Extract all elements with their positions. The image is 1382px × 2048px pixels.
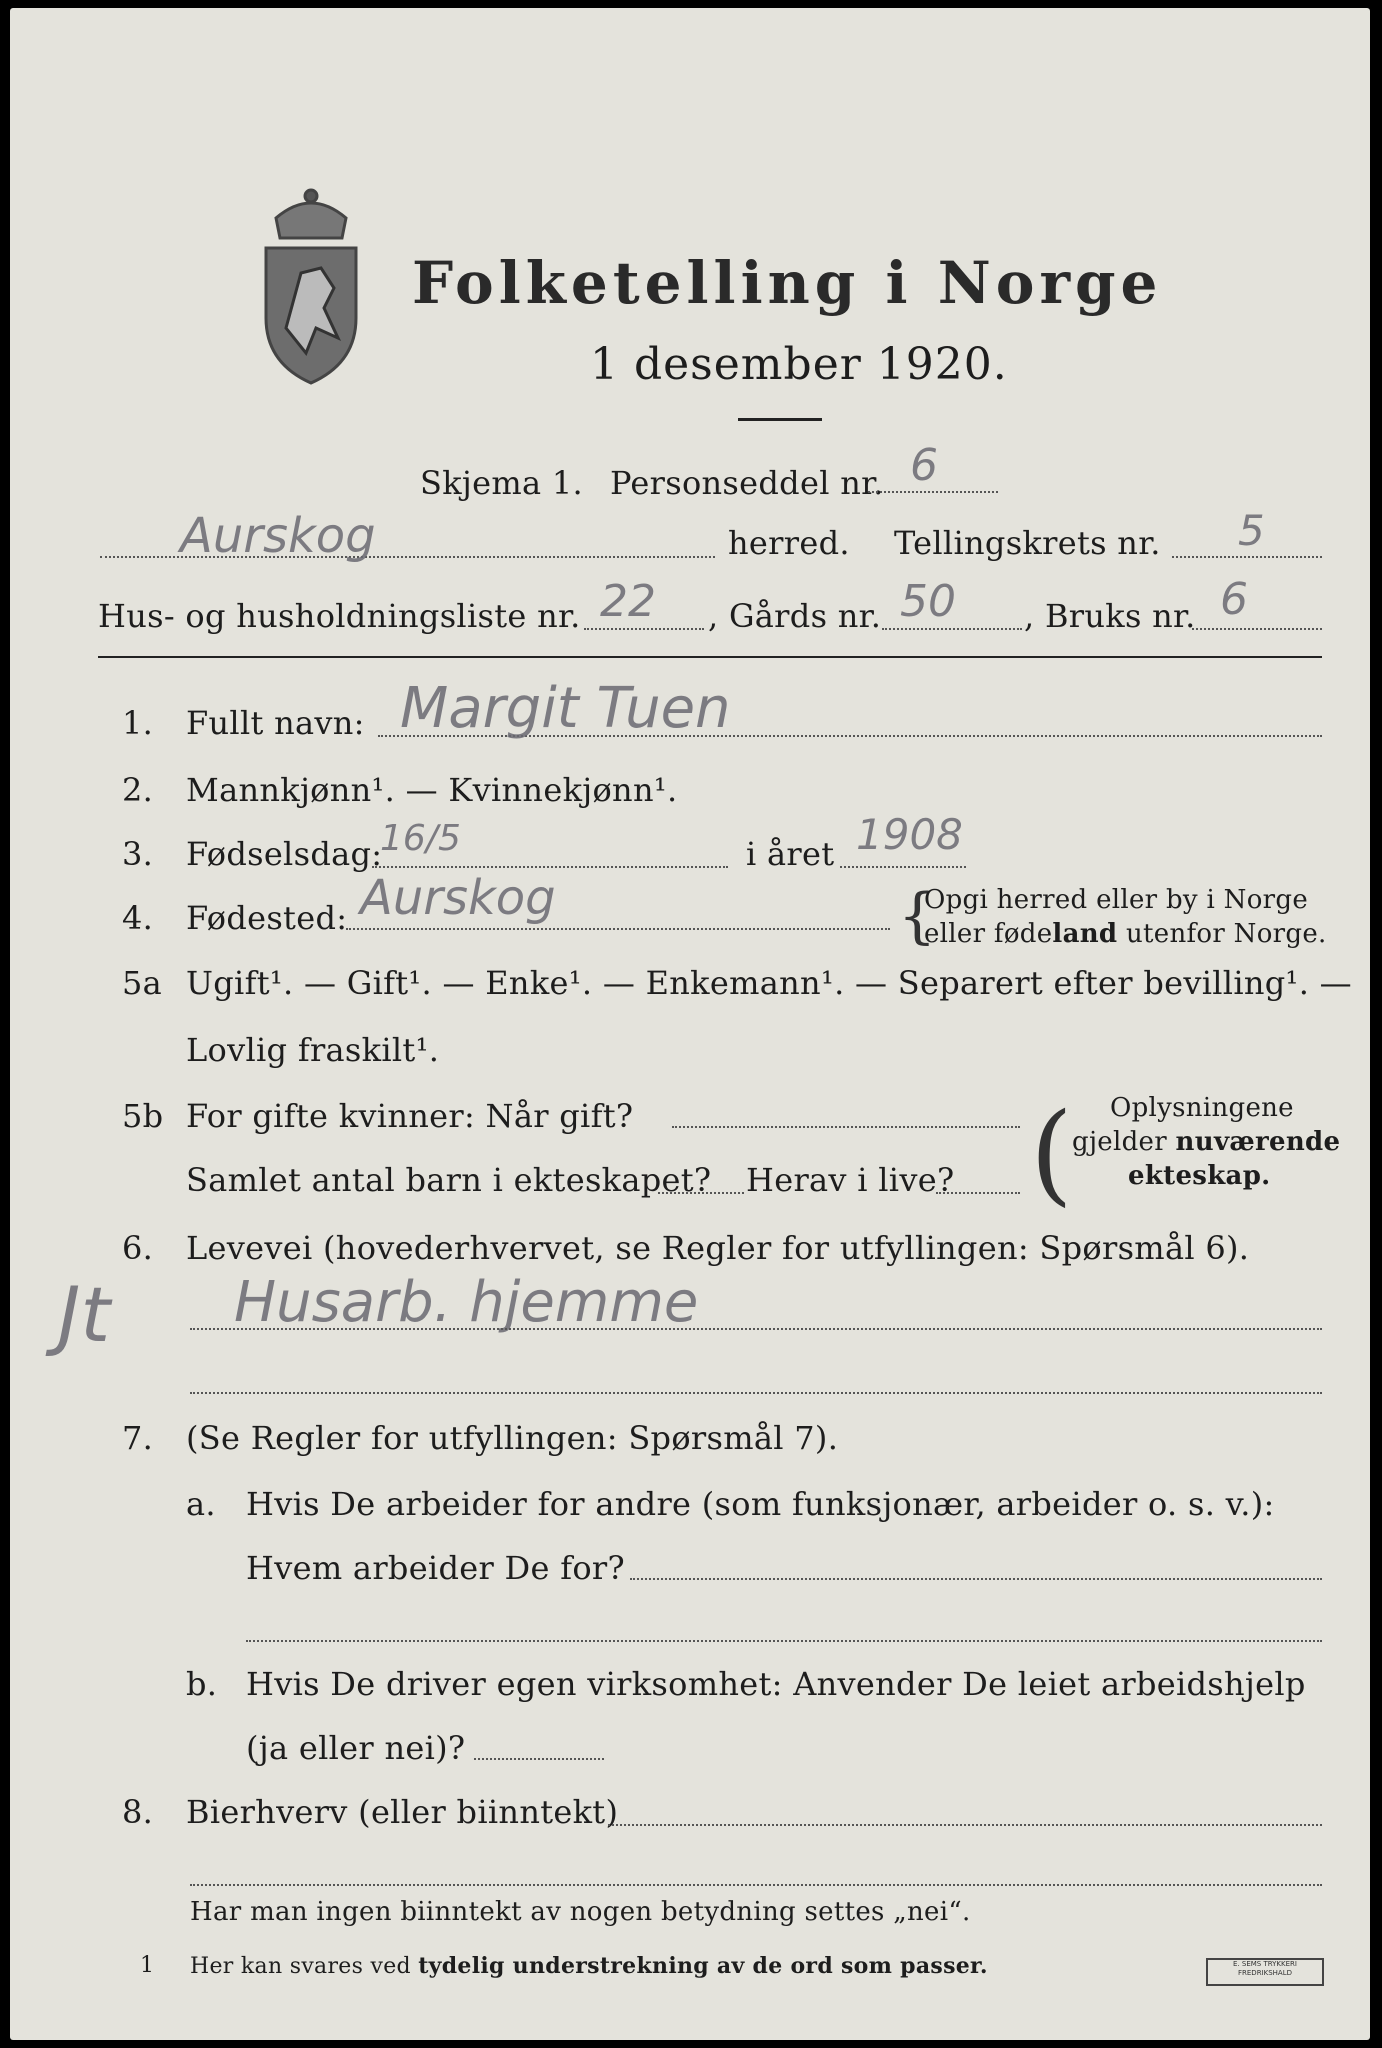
birthday-value: 16/5	[380, 818, 461, 859]
children-total-label: Samlet antal barn i ekteskapet?	[186, 1161, 712, 1199]
marital-status-options-cont[interactable]: Lovlig fraskilt¹.	[186, 1031, 440, 1069]
printer-stamp-line1: E. SEMS TRYKKERI	[1233, 1960, 1297, 1968]
marriage-note-line1: Oplysningene	[1110, 1093, 1294, 1123]
birthplace-note-brace: {	[898, 881, 937, 951]
tellingskrets-value: 5	[1238, 506, 1265, 555]
marriage-note-line2: gjelder nuværende	[1072, 1127, 1341, 1157]
employer-field-1[interactable]	[630, 1578, 1322, 1580]
q1-number: 1.	[122, 704, 154, 742]
personseddel-field[interactable]	[868, 491, 998, 493]
employer-field-2[interactable]	[246, 1640, 1322, 1642]
gards-field[interactable]	[882, 628, 1022, 630]
marital-status-options[interactable]: Ugift¹. — Gift¹. — Enke¹. — Enkemann¹. — Separert efter bevilling¹. —	[186, 964, 1352, 1002]
occupation-margin-mark: Jt	[58, 1270, 111, 1359]
gards-label: , Gårds nr.	[708, 597, 882, 635]
husholdningsliste-label: Hus- og husholdningsliste nr.	[98, 597, 581, 635]
occupation-field-1[interactable]	[190, 1328, 1322, 1330]
side-income-field-1[interactable]	[608, 1824, 1322, 1826]
husholdningsliste-value: 22	[600, 576, 656, 627]
birth-year-label: i året	[746, 835, 835, 873]
full-name-value: Margit Tuen	[400, 676, 731, 741]
bruks-value: 6	[1220, 574, 1248, 625]
skjema-label: Skjema 1.	[420, 464, 583, 502]
gards-value: 50	[900, 576, 956, 627]
herred-value: Aurskog	[180, 508, 376, 564]
header-divider	[98, 656, 1322, 658]
census-form-page	[10, 8, 1370, 2040]
q7a-line1: Hvis De arbeider for andre (som funksjonær, arbeider o. s. v.):	[246, 1485, 1275, 1523]
children-alive-label: Herav i live?	[746, 1161, 955, 1199]
q7a-line2: Hvem arbeider De for?	[246, 1549, 625, 1587]
birthplace-note-line1: Opgi herred eller by i Norge	[924, 885, 1309, 915]
printer-stamp	[1206, 1958, 1324, 1986]
personseddel-label: Personseddel nr.	[610, 464, 884, 502]
q7-number: 7.	[122, 1419, 154, 1457]
children-alive-field[interactable]	[936, 1192, 1020, 1194]
q5b-number: 5b	[122, 1097, 164, 1135]
occupation-field-2[interactable]	[190, 1392, 1322, 1394]
q7b-line2: (ja eller nei)?	[246, 1729, 466, 1767]
marriage-note-brace: (	[1030, 1089, 1073, 1217]
bruks-label: , Bruks nr.	[1024, 597, 1196, 635]
personseddel-value: 6	[910, 440, 938, 491]
q4-number: 4.	[122, 899, 154, 937]
q3-number: 3.	[122, 835, 154, 873]
birth-year-value: 1908	[856, 810, 963, 859]
marriage-note-line3: ekteskap.	[1128, 1161, 1271, 1191]
birth-year-field[interactable]	[840, 866, 966, 868]
bruks-field[interactable]	[1192, 628, 1322, 630]
birthday-field[interactable]	[372, 866, 728, 868]
q8-number: 8.	[122, 1793, 154, 1831]
birthplace-note-line2: eller fødeland utenfor Norge.	[924, 919, 1327, 949]
footnote-mark: 1	[140, 1953, 155, 1978]
married-when-label: For gifte kvinner: Når gift?	[186, 1097, 634, 1135]
tellingskrets-label: Tellingskrets nr.	[894, 524, 1161, 562]
q7-label: (Se Regler for utfyllingen: Spørsmål 7).	[186, 1419, 839, 1457]
q7b-letter: b.	[186, 1665, 218, 1703]
children-total-field[interactable]	[658, 1192, 744, 1194]
occupation-label: Levevei (hovederhvervet, se Regler for utfyllingen: Spørsmål 6).	[186, 1229, 1250, 1267]
q6-number: 6.	[122, 1229, 154, 1267]
norway-coat-of-arms-icon	[246, 178, 376, 388]
birthplace-field[interactable]	[346, 928, 890, 930]
hired-help-field[interactable]	[474, 1758, 604, 1760]
side-income-label: Bierhverv (eller biinntekt)	[186, 1793, 619, 1831]
form-title: Folketelling i Norge	[412, 249, 1163, 317]
herred-label: herred.	[728, 524, 850, 562]
q7b-line1: Hvis De driver egen virksomhet: Anvender De leiet arbeidshjelp	[246, 1665, 1306, 1703]
q1-label: Fullt navn:	[186, 704, 365, 742]
side-income-note: Har man ingen biinntekt av nogen betydning settes „nei“.	[190, 1897, 971, 1927]
q2-number: 2.	[122, 771, 154, 809]
birthplace-value: Aurskog	[360, 870, 556, 926]
gender-options[interactable]: Mannkjønn¹. — Kvinnekjønn¹.	[186, 771, 678, 809]
married-when-field[interactable]	[672, 1126, 1020, 1128]
footnote-text: Her kan svares ved tydelig understrekning av de ord som passer.	[190, 1953, 988, 1979]
q7a-letter: a.	[186, 1485, 216, 1523]
title-divider	[738, 418, 822, 421]
printer-stamp-line2: FREDRIKSHALD	[1237, 1969, 1292, 1977]
q3-label: Fødselsdag:	[186, 835, 383, 873]
occupation-value: Husarb. hjemme	[234, 1270, 699, 1335]
q4-label: Fødested:	[186, 899, 348, 937]
census-date: 1 desember 1920.	[590, 339, 1008, 390]
husholdningsliste-field[interactable]	[584, 628, 704, 630]
tellingskrets-field[interactable]	[1172, 556, 1322, 558]
q5a-number: 5a	[122, 964, 163, 1002]
side-income-field-2[interactable]	[190, 1884, 1322, 1886]
